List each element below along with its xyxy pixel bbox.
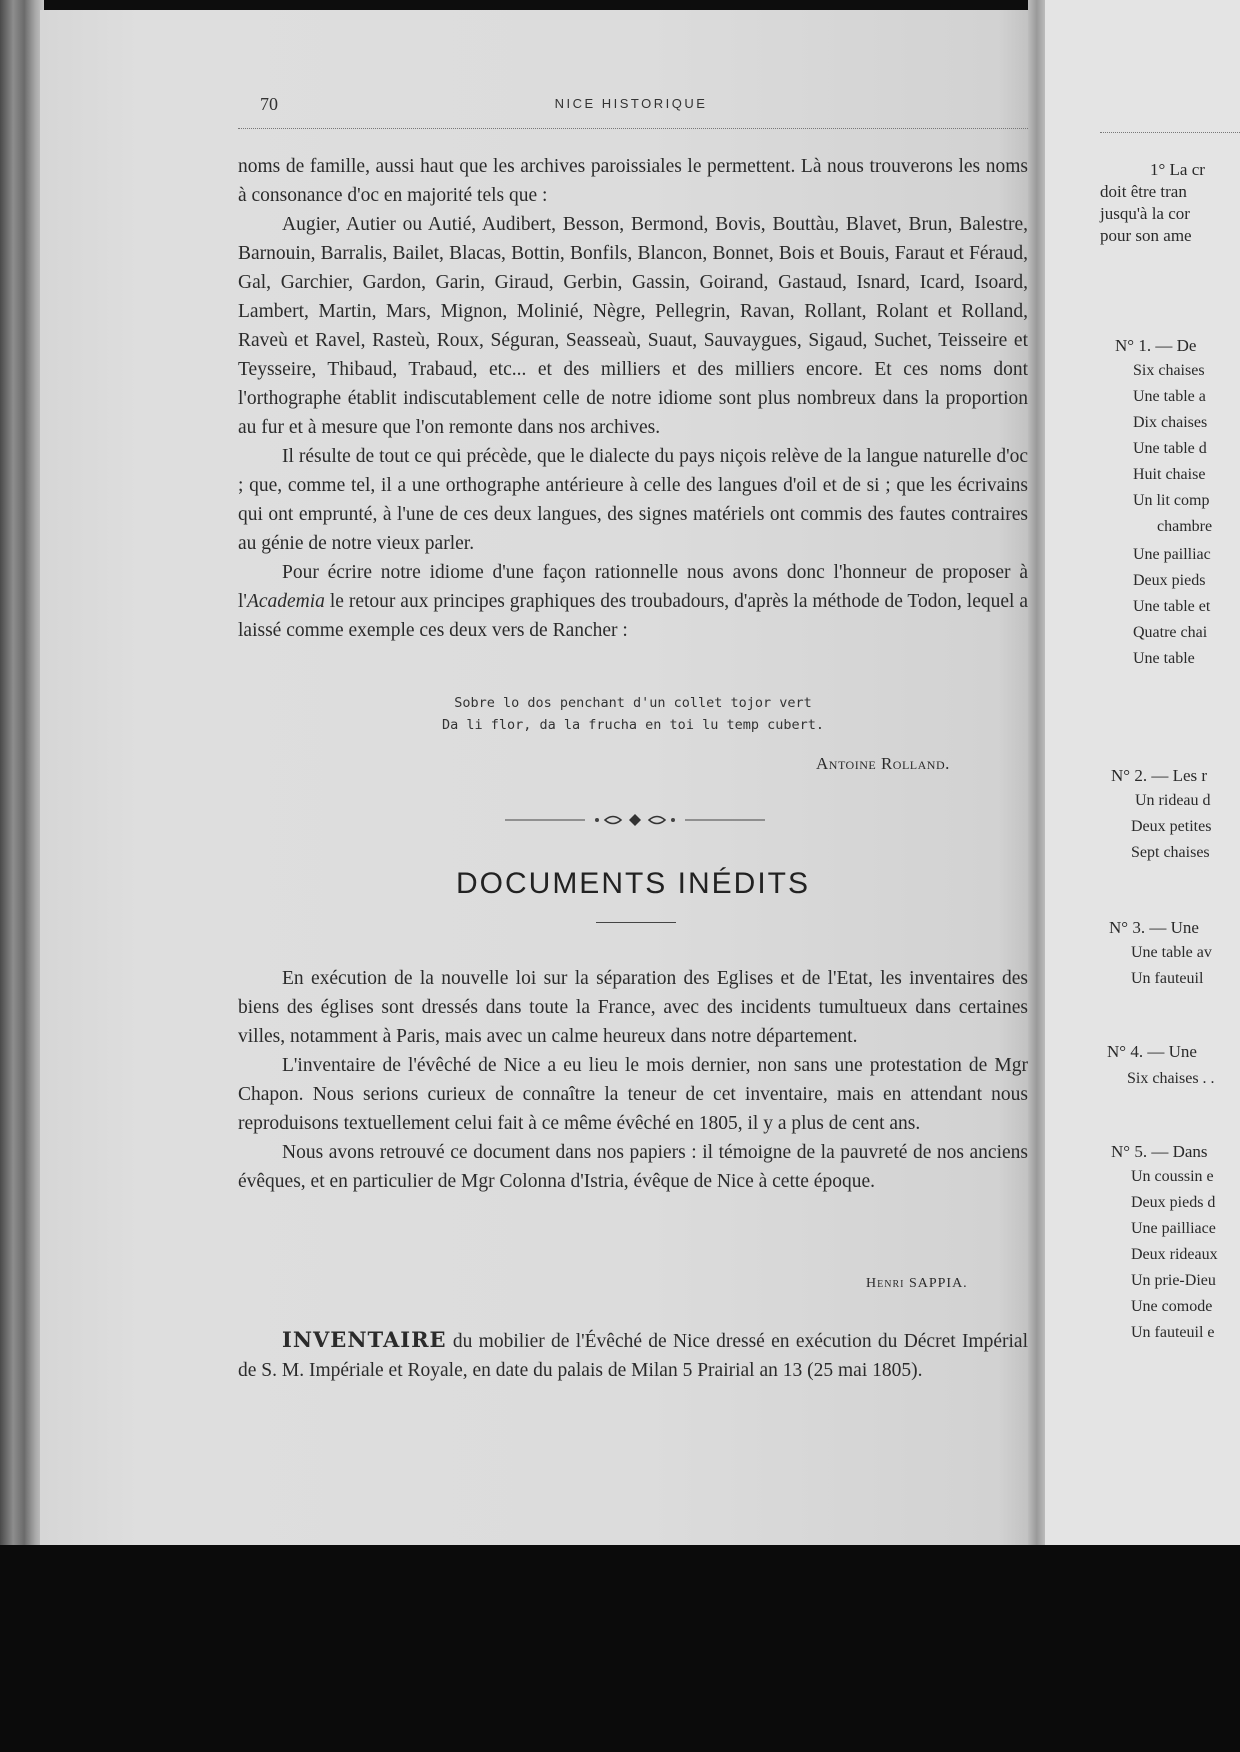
right-text-line: pour son ame — [1100, 226, 1192, 245]
right-list-item: Un coussin e — [1131, 1168, 1214, 1185]
header-dotted-rule — [238, 128, 1028, 129]
right-text-line: 1° La cr — [1150, 160, 1205, 179]
journal-title: NICE HISTORIQUE — [554, 96, 708, 111]
paragraph: Augier, Autier ou Autié, Audibert, Besson, Bermond, Bovis, Bouttàu, Blavet, Brun, Balestre, Barnouin, Barralis, Bailet, Blacas, Bottin, Bonfils, Blancon, Bonnet, Bois et Bouis, Faraut et Féraud, Gal, Garchier, Gardon, Garin, Giraud, Gerbin, Gassin, Goirand, Gastaud, Isnard, Icard, Isoard, Lambert, Martin, Mars, Mignon, Molinié, Nègre, Pellegrin, Ravan, Rollant, Rolant et Rolland, Raveù et Ravel, Rasteù, Roux, Séguran, Seasseaù, Suaut, Sauvaygues, Sigaud, Suchet, Teisseire et Teysseire, Thibaud, Trabaud, etc... et des milliers et des milliers encore. Et ces noms dont l'orthographe établit indiscutablement celle de notre idiome sont plus nombreux dans la proportion au fur et à mesure que l'on remonte dans nos archives. — [238, 214, 1028, 438]
right-list-item: chambre — [1157, 518, 1213, 535]
right-item-heading: N° 1. — De — [1115, 336, 1197, 355]
right-list-item: Un lit comp — [1133, 492, 1210, 509]
right-list-item: Une table a — [1133, 388, 1206, 405]
paragraph: Nous avons retrouvé ce document dans nos papiers : il témoigne de la pauvreté de nos anciens évêques, et en particulier de Mgr Colonna d'Istria, évêque de Nice à cette époque. — [238, 1142, 1028, 1192]
paragraph: En exécution de la nouvelle loi sur la séparation des Eglises et de l'Etat, les inventaires des biens des églises sont dressés dans toute la France, avec des incidents tumultueux dans certaines villes, notamment à Paris, mais avec un calme heureux dans notre département. — [238, 968, 1028, 1047]
paragraph — [238, 558, 1028, 645]
right-list-item: Quatre chai — [1133, 624, 1208, 641]
right-item-heading: N° 3. — Une — [1109, 918, 1199, 937]
page-number: 70 — [260, 94, 278, 114]
paragraph: Il résulte de tout ce qui précède, que le dialecte du pays niçois relève de la langue naturelle d'oc ; que, comme tel, il a une orthographe antérieure à celle des langues d'oil et de si ; que les écrivains qui ont emprunté, à l'une de ces deux langues, des signes matériels ont commis des fautes contraires au génie de notre vieux parler. — [238, 446, 1028, 554]
verse-line: Da li flor, da la frucha en toi lu temp cubert. — [441, 717, 824, 733]
right-list-item: Deux pieds d — [1131, 1194, 1216, 1211]
running-header — [236, 94, 1026, 118]
right-page — [1045, 0, 1240, 1545]
right-list-item: Six chaises — [1133, 362, 1205, 379]
paragraph: noms de famille, aussi haut que les archives paroissiales le permettent. Là nous trouverons les noms à consonance d'oc en majorité tels que : — [238, 156, 1028, 206]
inventory-text: du mobilier de l'Évêché de Nice dressé en exécution du Décret Impérial de S. M. Impériale et Royale, en date du palais de Milan 5 Prairial an 13 (25 mai 1805). — [238, 1331, 1028, 1381]
section-title: DOCUMENTS INÉDITS — [455, 867, 810, 900]
right-list-item: Deux rideaux — [1131, 1246, 1218, 1263]
verse-line: Sobre lo dos penchant d'un collet tojor vert — [454, 695, 812, 711]
right-text-line: doit être tran — [1100, 182, 1187, 201]
right-list-item: Deux petites — [1131, 818, 1212, 835]
right-item-heading: N° 4. — Une — [1107, 1042, 1197, 1061]
author-signature: Antoine Rolland. — [816, 754, 950, 773]
right-list-item: Une table — [1133, 650, 1195, 667]
right-list-item: Six chaises . . — [1127, 1070, 1215, 1087]
verse-quote — [238, 692, 1028, 736]
scanner-bottom-shadow — [0, 1545, 1240, 1752]
right-header-rule — [1100, 132, 1240, 133]
right-text-line: jusqu'à la cor — [1100, 204, 1190, 223]
right-list-item: Un fauteuil e — [1131, 1324, 1215, 1341]
inventory-title: INVENTAIRE — [282, 1327, 447, 1352]
right-list-item: Deux pieds — [1133, 572, 1206, 589]
right-list-item: Sept chaises — [1131, 844, 1210, 861]
right-item-heading: N° 5. — Dans — [1111, 1142, 1208, 1161]
right-list-item: Une pailliac — [1133, 546, 1211, 563]
academia-italic: Academia — [246, 591, 325, 612]
right-list-item: Un fauteuil — [1131, 970, 1204, 987]
editor-signature: Henri SAPPIA. — [866, 1276, 968, 1291]
right-list-item: Dix chaises — [1133, 414, 1208, 431]
inventory-paragraph — [238, 1325, 1028, 1385]
text-block-bottom — [238, 964, 1028, 1196]
text-block-top — [238, 152, 1028, 645]
right-list-item: Une comode — [1131, 1298, 1213, 1315]
ornament-divider — [505, 810, 765, 830]
right-list-item: Une pailliace — [1131, 1220, 1216, 1237]
right-list-item: Huit chaise — [1133, 466, 1206, 483]
right-item-heading: N° 2. — Les r — [1111, 766, 1208, 785]
right-list-item: Une table et — [1133, 598, 1211, 615]
right-list-item: Une table d — [1133, 440, 1207, 457]
paragraph-text: le retour aux principes graphiques des troubadours, d'après la méthode de Todon, lequel a laissé comme exemple ces deux vers de Rancher : — [238, 591, 1028, 641]
paragraph: L'inventaire de l'évêché de Nice a eu lieu le mois dernier, non sans une protestation de Mgr Chapon. Nous serions curieux de connaître la teneur de cet inventaire, mais en attendant nous reproduisons textuellement celui fait à ce même évêché en 1805, il y a plus de cent ans. — [238, 1055, 1028, 1134]
title-underline — [596, 922, 676, 923]
right-list-item: Une table av — [1131, 944, 1212, 961]
paragraph-text: Pour écrire notre idiome d'une façon rationnelle nous avons donc l'honneur de proposer à l' — [238, 562, 1028, 612]
inventory-heading-block — [238, 1325, 1028, 1385]
book-binding-edge — [0, 0, 44, 1545]
right-list-item: Un prie-Dieu — [1131, 1272, 1216, 1289]
right-list-item: Un rideau d — [1135, 792, 1211, 809]
